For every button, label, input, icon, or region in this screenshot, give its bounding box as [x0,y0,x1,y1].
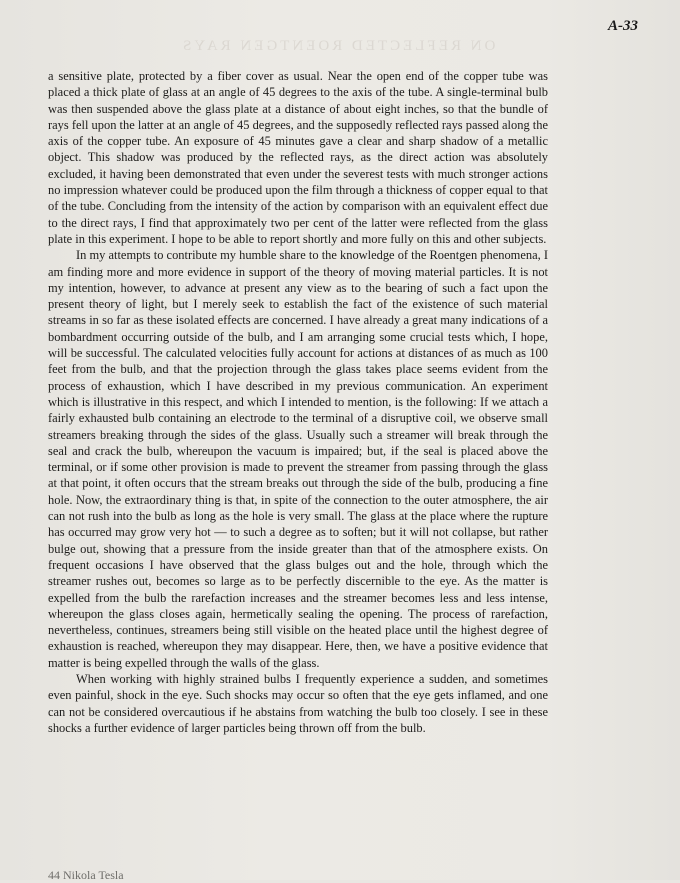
body-text [48,68,548,736]
paragraph-strained-bulbs: When working with highly strained bulbs I frequently experience a sudden, and sometimes even painful, shock in the eye. Such shocks may occur so often that the eye gets inflamed, and one can not be considered overcautious if he abstains from watching the bulb too closely. I see in these shocks a further evidence of larger particles being thrown off from the bulb. [48,671,548,735]
paragraph-continuation: a sensitive plate, protected by a fiber cover as usual. Near the open end of the copper tube was placed a thick plate of glass at an angle of 45 degrees to the axis of the tube. A single-terminal bulb was then suspended above the glass plate at a distance of about eight inches, so that the bundle of rays fell upon the latter at an angle of 45 degrees, and the supposedly reflected rays passed along the axis of the copper tube. An exposure of 45 minutes gave a clear and sharp shadow of a metallic object. This shadow was produced by the reflected rays, as the direct action was absolutely excluded, it having been demonstrated that even under the severest tests with much stronger actions no impression whatever could be produced upon the film through a thickness of copper equal to that of the tube. Concluding from the intensity of the action by comparison with an equivalent effect due to the direct rays, I find that approximately two per cent of the latter were reflected from the glass plate in this experiment. I hope to be able to report shortly and more fully on this and other subjects. [48,69,548,246]
paragraph-roentgen-phenomena: In my attempts to contribute my humble share to the knowledge of the Roentgen phenomena, I am finding more and more evidence in support of the theory of moving material particles. It is not my intention, however, to advance at present any view as to the bearing of such a fact upon the present theory of light, but I merely seek to establish the fact of the existence of such material streams in so far as these isolated effects are concerned. I have already a great many indications of a bombardment occurring outside of the bulb, and I am arranging some crucial tests which, I hope, will be successful. The calculated velocities fully account for actions at distances of as much as 100 feet from the bulb, and that the projection through the glass takes place seems evident from the process of exhaustion, which I have described in my previous communication. An experiment which is illustrative in this respect, and which I intended to mention, is the following: If we attach a fairly exhausted bulb containing an electrode to the terminal of a disruptive coil, we observe small streamers breaking through the sides of the glass. Usually such a streamer will break through the seal and crack the bulb, whereupon the vacuum is impaired; but, if the seal is placed above the terminal, or if some other provision is made to prevent the streamer from passing through the glass at that point, it often occurs that the stream breaks out through the side of the bulb, producing a fine hole. Now, the extraordinary thing is that, in spite of the connection to the outer atmosphere, the air can not rush into the bulb as long as the hole is very small. The glass at the place where the rupture has occurred may grow very hot — to such a degree as to soften; but it will not collapse, but rather bulge out, showing that a pressure from the inside greater than that of the atmosphere exists. On frequent occasions I have observed that the glass bulges out and the hole, through which the streamer rushes out, becomes so large as to be perfectly discernible to the eye. As the matter is expelled from the bulb the rarefaction increases and the streamer becomes less and less intense, whereupon the glass closes again, hermetically sealing the opening. The process of rarefaction, nevertheless, continues, streamers being still visible on the heated place until the highest degree of exhaustion is reached, whereupon they may disappear. Here, then, we have a positive evidence that matter is being expelled through the walls of the glass. [48,248,548,670]
bleed-through-heading: ON REFLECTED ROENTGEN RAYS [180,38,496,54]
page-number: A-33 [608,18,638,34]
running-foot: 44 Nikola Tesla [48,868,124,882]
